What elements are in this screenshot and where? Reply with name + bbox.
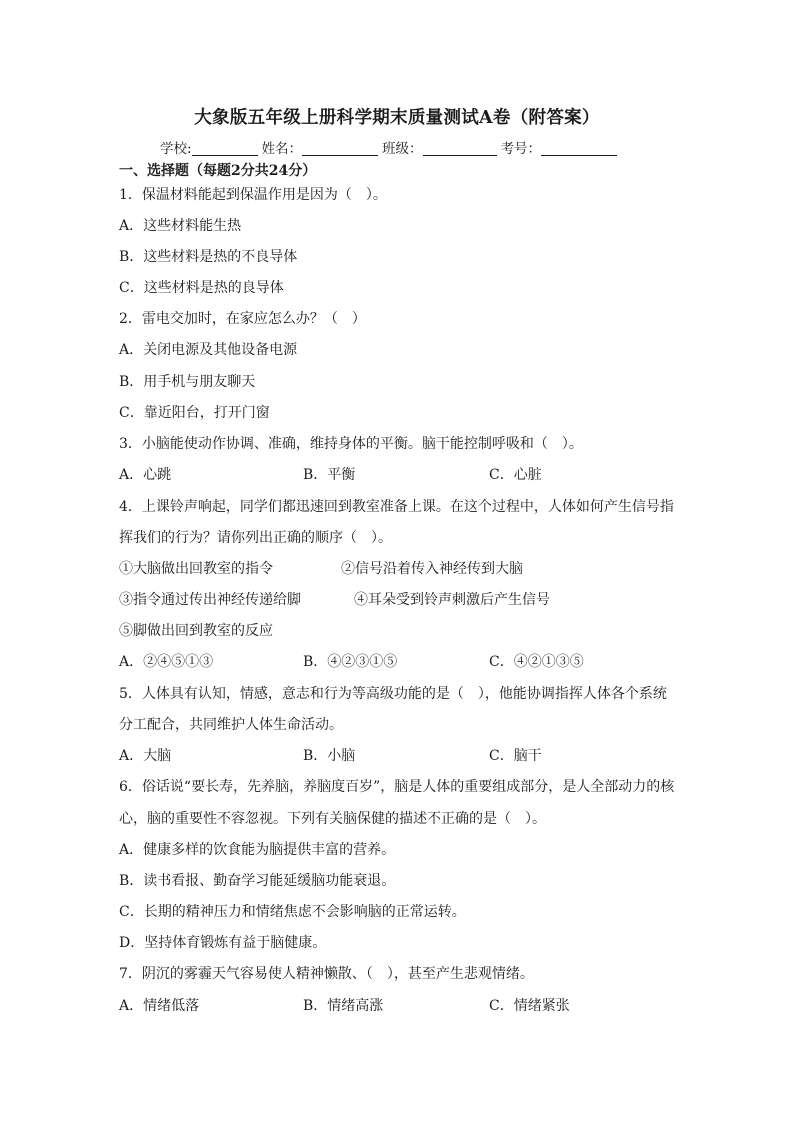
q6-option-a: A．健康多样的饮食能为脑提供丰富的营养。 xyxy=(119,842,396,858)
q5-option-c: C．脑干 xyxy=(489,748,542,764)
q5-option-b: B．小脑 xyxy=(303,748,356,764)
student-info-line xyxy=(160,137,621,157)
exam-number-blank xyxy=(541,141,617,156)
q3-option-a: A．心跳 xyxy=(119,467,172,483)
q6-option-c: C．长期的精神压力和情绪焦虑不会影响脑的正常运转。 xyxy=(119,904,466,920)
q4-steps-row-2 xyxy=(119,590,679,610)
school-label: 学校: xyxy=(160,141,192,157)
q1-option-a: A．这些材料能生热 xyxy=(119,218,242,234)
q2-option-c: C．靠近阳台，打开门窗 xyxy=(119,405,270,421)
question-4-line-2: 挥我们的行为？请你列出正确的顺序（ ）。 xyxy=(119,530,392,546)
class-label: 班级： xyxy=(382,141,423,157)
question-7: 7．阴沉的雾霾天气容易使人精神懒散、（ ），甚至产生悲观情绪。 xyxy=(119,966,534,982)
question-2: 2．雷电交加时，在家应怎么办？（ ） xyxy=(119,311,366,327)
school-blank xyxy=(192,141,258,156)
q4-step-3: ③指令通过传出神经传递给脚 xyxy=(119,592,301,608)
q3-option-c: C．心脏 xyxy=(489,467,542,483)
q5-option-a: A．大脑 xyxy=(119,748,172,764)
q4-step-2: ②信号沿着传入神经传到大脑 xyxy=(341,561,523,577)
q4-step-1: ①大脑做出回教室的指令 xyxy=(119,561,273,577)
q4-steps-row-1 xyxy=(119,559,679,579)
q4-step-4: ④耳朵受到铃声刺激后产生信号 xyxy=(354,592,550,608)
q7-option-b: B．情绪高涨 xyxy=(303,998,384,1014)
question-6-line-2: 心，脑的重要性不容忽视。下列有关脑保健的描述不正确的是（ ）。 xyxy=(119,811,546,827)
section-heading: 一、选择题（每题2分共24分） xyxy=(119,163,317,179)
question-5-line-2: 分工配合，共同维护人体生命活动。 xyxy=(119,717,343,733)
q4-step-5: ⑤脚做出回到教室的反应 xyxy=(119,623,273,639)
q7-option-c: C．情绪紧张 xyxy=(489,998,570,1014)
q1-option-c: C．这些材料是热的良导体 xyxy=(119,280,284,296)
q6-option-d: D．坚持体育锻炼有益于脑健康。 xyxy=(119,935,327,951)
name-label: 姓名： xyxy=(261,141,303,157)
q3-option-b: B．平衡 xyxy=(303,467,356,483)
page-title: 大象版五年级上册科学期末质量测试A卷（附答案） xyxy=(194,108,600,128)
q2-option-b: B．用手机与朋友聊天 xyxy=(119,374,256,390)
q7-option-a: A．情绪低落 xyxy=(119,998,200,1014)
q1-option-b: B．这些材料是热的不良导体 xyxy=(119,249,298,265)
question-6-line-1: 6．俗话说“要长寿，先养脑，养脑度百岁”，脑是人体的重要组成部分，是人全部动力的核 xyxy=(119,779,675,795)
exam-number-label: 考号： xyxy=(500,141,542,157)
q3-options xyxy=(119,465,679,485)
q4-options xyxy=(119,652,679,672)
name-blank xyxy=(302,141,378,156)
question-4-line-1: 4．上课铃声响起，同学们都迅速回到教室准备上课。在这个过程中，人体如何产生信号指 xyxy=(119,499,674,515)
question-1: 1．保温材料能起到保温作用是因为（ ）。 xyxy=(119,187,387,203)
question-5-line-1: 5．人体具有认知，情感，意志和行为等高级功能的是（ ），他能协调指挥人体各个系统 xyxy=(119,686,667,702)
q7-options xyxy=(119,996,679,1016)
q2-option-a: A．关闭电源及其他设备电源 xyxy=(119,342,298,358)
q6-option-b: B．读书看报、勤奋学习能延缓脑功能衰退。 xyxy=(119,873,396,889)
q4-option-a: A．②④⑤①③ xyxy=(119,654,214,670)
class-blank xyxy=(423,141,497,156)
q4-option-c: C．④②①③⑤ xyxy=(489,654,584,670)
question-3: 3．小脑能使动作协调、准确，维持身体的平衡。脑干能控制呼吸和（ ）。 xyxy=(119,436,583,452)
q4-option-b: B．④②③①⑤ xyxy=(303,654,398,670)
q5-options xyxy=(119,746,679,766)
